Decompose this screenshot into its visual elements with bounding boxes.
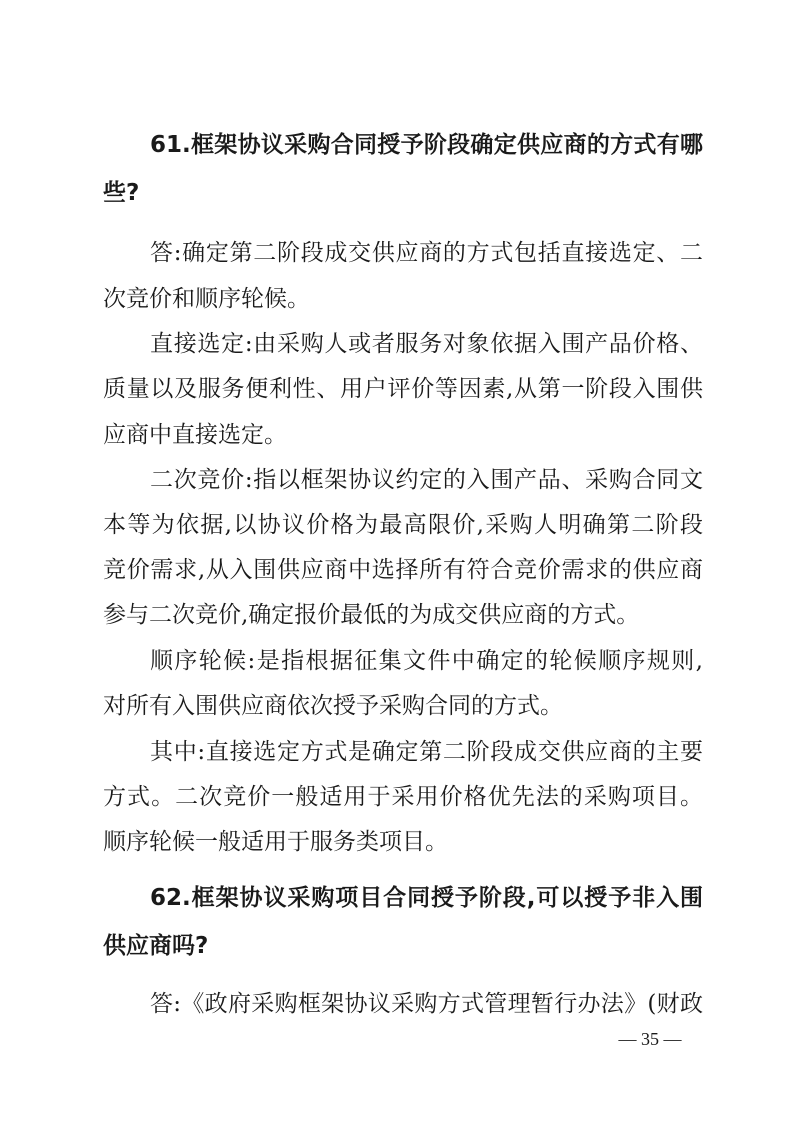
- q61-heading-line-2: 些?: [103, 180, 140, 206]
- q62-heading-line-1: 62.框架协议采购项目合同授予阶段,可以授予非入围: [150, 885, 703, 911]
- q61-sequence-line-2: 对所有入围供应商依次授予采购合同的方式。: [103, 693, 563, 719]
- q61-answer-line-1: 答:确定第二阶段成交供应商的方式包括直接选定、二: [150, 240, 703, 266]
- q62-answer-line-1: 答:《政府采购框架协议采购方式管理暂行办法》(财政: [150, 991, 703, 1017]
- q61-second-line-4: 参与二次竞价,确定报价最低的为成交供应商的方式。: [103, 602, 640, 628]
- q61-direct-line-2: 质量以及服务便利性、用户评价等因素,从第一阶段入围供: [103, 376, 703, 402]
- q61-heading-line-1: 61.框架协议采购合同授予阶段确定供应商的方式有哪: [150, 132, 703, 158]
- q61-second-line-2: 本等为依据,以协议价格为最高限价,采购人明确第二阶段: [103, 512, 703, 538]
- q61-second-line-3: 竞价需求,从入围供应商中选择所有符合竞价需求的供应商: [103, 557, 703, 583]
- q61-direct-line-3: 应商中直接选定。: [103, 422, 287, 448]
- q61-sequence-line-1: 顺序轮候:是指根据征集文件中确定的轮候顺序规则,: [150, 648, 703, 674]
- q62-heading-line-2: 供应商吗?: [103, 933, 209, 959]
- q61-summary-line-1: 其中:直接选定方式是确定第二阶段成交供应商的主要: [150, 739, 703, 765]
- q61-summary-line-3: 顺序轮候一般适用于服务类项目。: [103, 829, 448, 855]
- q61-direct-line-1: 直接选定:由采购人或者服务对象依据入围产品价格、: [150, 331, 703, 357]
- q61-summary-line-2: 方式。二次竞价一般适用于采用价格优先法的采购项目。: [103, 784, 703, 810]
- q61-answer-line-2: 次竞价和顺序轮候。: [103, 286, 310, 312]
- q61-second-line-1: 二次竞价:指以框架协议约定的入围产品、采购合同文: [150, 467, 703, 493]
- page-number: — 35 —: [618, 1029, 682, 1049]
